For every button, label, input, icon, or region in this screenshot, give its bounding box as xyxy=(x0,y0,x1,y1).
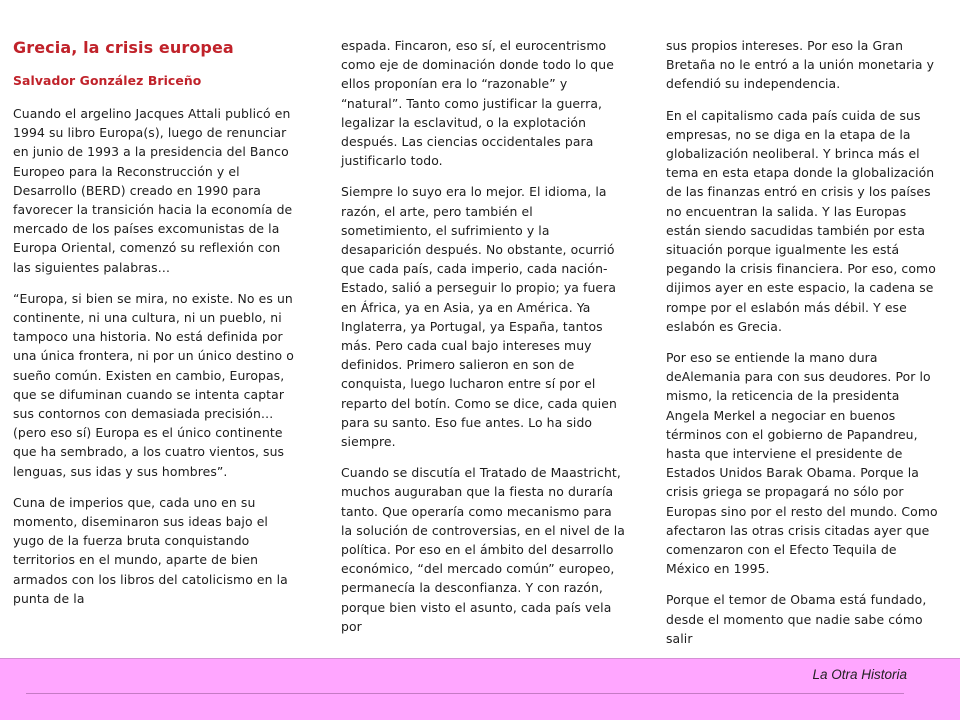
paragraph: En el capitalismo cada país cuida de sus empresas, no se diga en la etapa de la globalización neoliberal. Y brinca más el tema en esta etapa donde la globalización de las finanzas entró en crisis y los países no encuentran la salida. Y las Europas están siendo sacudidas también por esta situación porque igualmente les está pegando la crisis financiera. Por eso, como dijimos ayer en este espacio, la cadena se rompe por el eslabón más débil. Y ese eslabón es Grecia. xyxy=(666,107,936,334)
paragraph: Siempre lo suyo era lo mejor. El idioma, la razón, el arte, pero también el sometimiento, el sufrimiento y la desaparición después. No obstante, ocurrió que cada país, cada imperio, cada nación-Estado, salió a perseguir lo propio; ya fuera en África, ya en Asia, ya en América. Ya Inglaterra, ya Portugal, ya España, tantos más. Pero cada cual bajo intereses muy definidos. Primero salieron en son de conquista, luego lucharon entre sí por el reparto del botín. Como se dice, cada quien para su santo. Eso fue antes. Lo ha sido siempre. xyxy=(341,184,617,450)
footer-divider xyxy=(26,693,904,694)
article-title: Grecia, la crisis europea xyxy=(13,38,234,57)
paragraph: espada. Fincaron, eso sí, el eurocentrismo como eje de dominación donde todo lo que ellos proponían era lo “razonable” y “natural”. Tanto como justificar la guerra, legalizar la esclavitud, o la explotación después. Las ciencias occidentales para justificarlo todo. xyxy=(341,38,614,169)
footer-label: La Otra Historia xyxy=(812,667,907,682)
paragraph: sus propios intereses. Por eso la Gran Bretaña no le entró a la unión monetaria y defendió su independencia. xyxy=(666,38,935,92)
paragraph: Porque el temor de Obama está fundado, desde el momento que nadie sabe cómo salir xyxy=(666,592,927,646)
column-2 xyxy=(341,36,626,648)
paragraph: “Europa, si bien se mira, no existe. No es un continente, ni una cultura, ni un pueblo, ni tampoco una historia. No está definida por una única frontera, ni por un único destino o sueño común. Existen en cambio, Europas, que se difuminan cuando se intenta captar sus contornos con demasiada precisión… (pero eso sí) Europa es el único continente que ha sembrado, a los cuatro vientos, sus lenguas, sus idas y sus hombres”. xyxy=(13,290,294,479)
paragraph: Por eso se entiende la mano dura deAlemania para con sus deudores. Por lo mismo, la reticencia de la presidenta Angela Merkel a negociar en buenos términos con el gobierno de Papandreu, hasta que interviene el presidente de Estados Unidos Barak Obama. Porque la crisis griega se propagará no sólo por Europas sino por el resto del mundo. Como afectaron las otras crisis citadas ayer que comenzaron con el Efecto Tequila de México en 1995. xyxy=(666,350,938,577)
footer-band xyxy=(0,658,960,720)
paragraph: Cuando el argelino Jacques Attali publicó en 1994 su libro Europa(s), luego de renunciar en junio de 1993 a la presidencia del Banco Europeo para la Reconstrucción y el Desarrollo (BERD) creado en 1990 para favorecer la transición hacia la economía de mercado de los países excomunistas de la Europa Oriental, comenzó su reflexión con las siguientes palabras… xyxy=(13,106,293,275)
column-3 xyxy=(666,36,942,660)
column-1 xyxy=(13,38,295,620)
paragraph: Cuna de imperios que, cada uno en su momento, diseminaron sus ideas bajo el yugo de la fuerza bruta conquistando territorios en el mundo, aparte de bien armados con los libros del catolicismo en la punta de la xyxy=(13,494,288,606)
article-author: Salvador González Briceño xyxy=(13,73,202,88)
paragraph: Cuando se discutía el Tratado de Maastricht, muchos auguraban que la fiesta no duraría tanto. Que operaría como mecanismo para la solución de controversias, en el nivel de la política. Por eso en el ámbito del desarrollo económico, “del mercado común” europeo, permanecía la desconfianza. Y con razón, porque bien visto el asunto, cada país vela por xyxy=(341,465,625,634)
